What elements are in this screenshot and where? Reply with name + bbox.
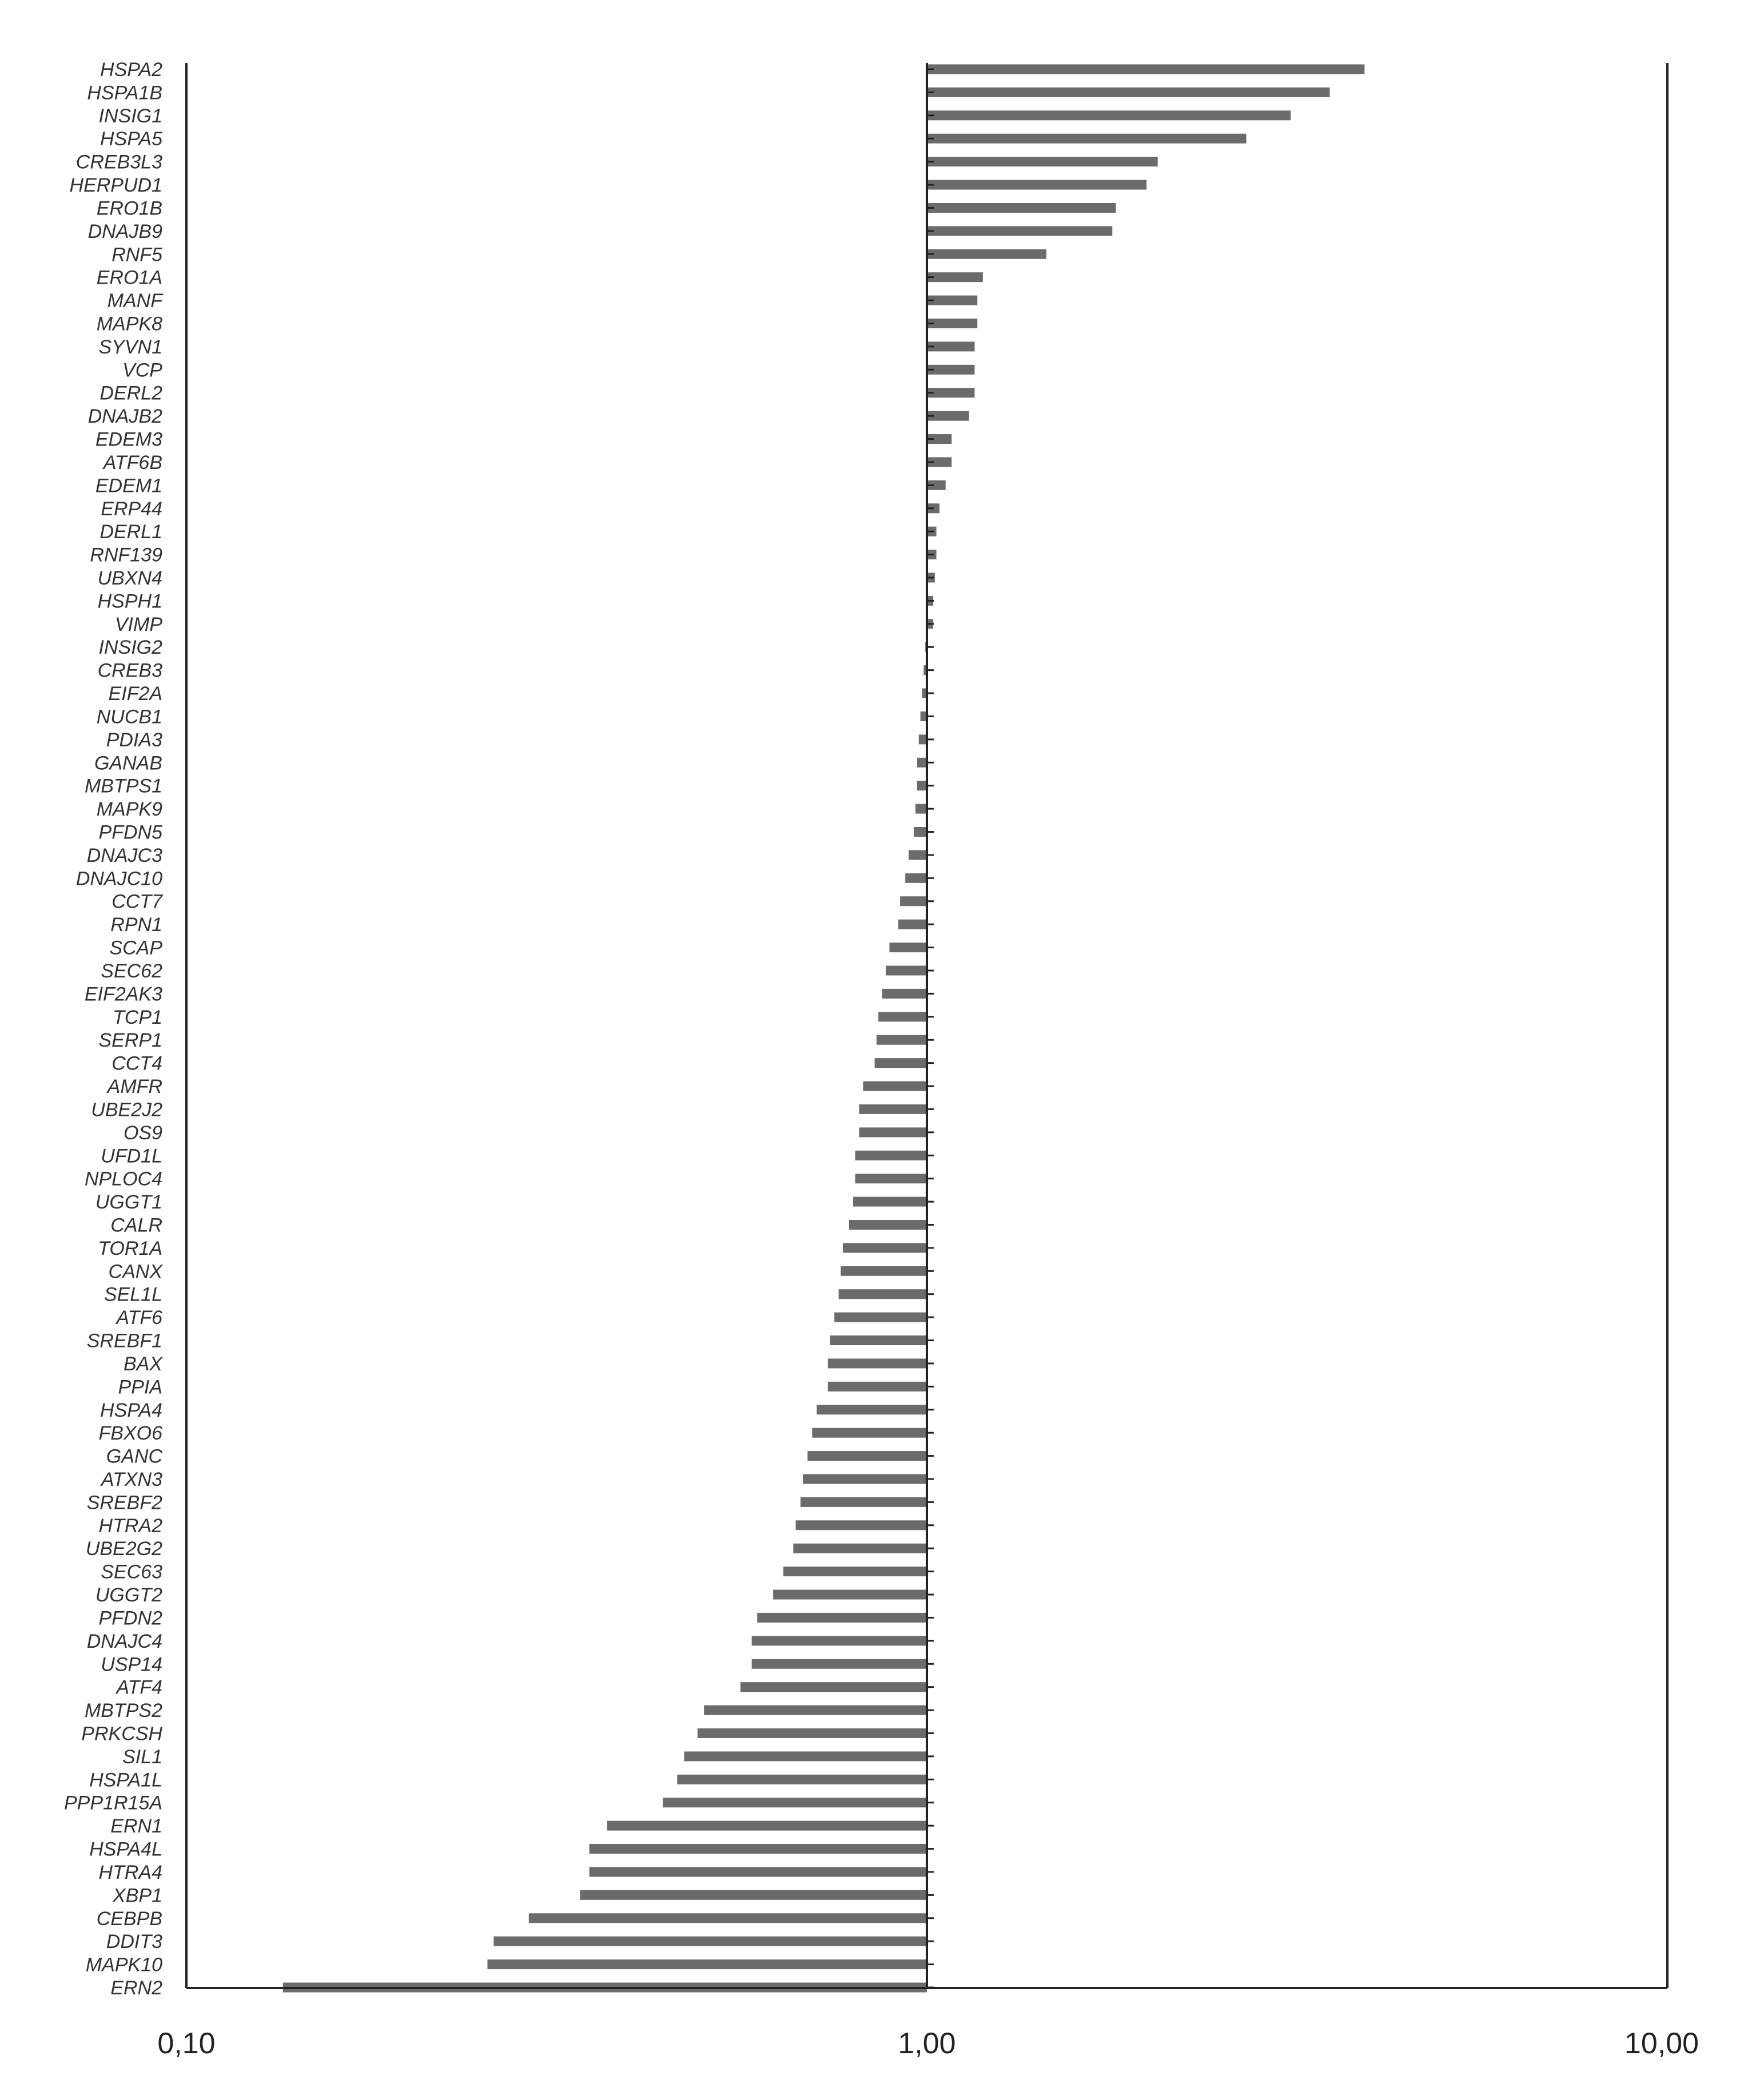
bar-ganc — [807, 1451, 927, 1461]
bar-hspa2 — [927, 65, 1364, 74]
bar-ppp1r15a — [663, 1798, 927, 1807]
category-label-cct4: CCT4 — [112, 1052, 162, 1075]
category-label-os9: OS9 — [123, 1122, 162, 1144]
bar-tor1a — [843, 1243, 927, 1253]
category-label-dnajc10: DNAJC10 — [75, 868, 162, 890]
category-label-tcp1: TCP1 — [113, 1006, 162, 1028]
category-label-hspa5: HSPA5 — [100, 128, 162, 150]
category-label-ero1a: ERO1A — [96, 267, 162, 289]
bar-calr — [849, 1220, 927, 1230]
bar-scap — [889, 943, 927, 952]
category-label-dnajc3: DNAJC3 — [86, 844, 162, 866]
category-label-ddit3: DDIT3 — [106, 1931, 162, 1953]
bar-herpud1 — [927, 180, 1146, 190]
bar-pfdn5 — [914, 827, 927, 837]
bar-atf4 — [740, 1682, 927, 1692]
category-label-edem1: EDEM1 — [95, 475, 162, 497]
category-label-hspa4: HSPA4 — [100, 1399, 162, 1421]
category-label-ganc: GANC — [106, 1445, 162, 1468]
category-labels — [64, 59, 164, 1999]
category-label-dnajb9: DNAJB9 — [87, 220, 162, 243]
category-label-insig2: INSIG2 — [98, 637, 162, 659]
bar-eif2ak3 — [882, 989, 927, 999]
category-label-hspa4l: HSPA4L — [89, 1838, 162, 1861]
category-label-srebf1: SREBF1 — [86, 1330, 162, 1352]
bar-atxn3 — [803, 1474, 927, 1484]
category-label-rnf5: RNF5 — [112, 244, 162, 266]
x-tick-label: 1,00 — [898, 2027, 956, 2060]
category-label-derl1: DERL1 — [99, 521, 162, 543]
category-label-atxn3: ATXN3 — [101, 1468, 162, 1490]
category-label-uggt1: UGGT1 — [95, 1191, 162, 1214]
bar-usp14 — [752, 1659, 927, 1669]
category-label-ubxn4: UBXN4 — [97, 567, 162, 590]
bar-pdia3 — [919, 734, 927, 744]
bar-sil1 — [684, 1751, 927, 1761]
category-label-sec62: SEC62 — [101, 960, 162, 982]
bar-hspa1b — [927, 88, 1330, 97]
category-label-mapk8: MAPK8 — [96, 313, 162, 335]
category-label-nucb1: NUCB1 — [96, 706, 162, 728]
bar-uggt2 — [773, 1590, 927, 1600]
bar-cebpb — [529, 1913, 927, 1923]
bar-rpn1 — [898, 920, 927, 929]
bar-dnajc4 — [752, 1636, 927, 1645]
bar-ddit3 — [493, 1937, 927, 1946]
category-label-hspa1b: HSPA1B — [87, 82, 162, 104]
bar-nploc4 — [855, 1174, 927, 1183]
category-label-ube2j2: UBE2J2 — [91, 1099, 162, 1121]
category-label-vcp: VCP — [122, 359, 162, 381]
category-label-herpud1: HERPUD1 — [69, 174, 162, 197]
bar-mapk9 — [915, 804, 927, 814]
category-label-eif2ak3: EIF2AK3 — [84, 983, 162, 1005]
category-label-eif2a: EIF2A — [108, 683, 162, 705]
category-label-dnajb2: DNAJB2 — [87, 406, 162, 428]
category-label-dnajc4: DNAJC4 — [86, 1630, 162, 1652]
category-label-ppp1r15a: PPP1R15A — [64, 1792, 162, 1814]
bar-hspa4 — [817, 1405, 927, 1414]
category-label-serp1: SERP1 — [98, 1029, 162, 1052]
category-label-vimp: VIMP — [114, 613, 162, 635]
bar-hspa1l — [677, 1775, 927, 1784]
bar-pfdn2 — [757, 1613, 927, 1623]
category-label-fbxo6: FBXO6 — [98, 1422, 162, 1445]
category-label-sec63: SEC63 — [101, 1561, 162, 1583]
bar-ufd1l — [855, 1151, 927, 1160]
bar-htra2 — [796, 1520, 927, 1530]
bar-rnf5 — [927, 249, 1046, 259]
category-label-pfdn2: PFDN2 — [98, 1607, 162, 1629]
category-label-ganab: GANAB — [94, 752, 162, 774]
category-label-rpn1: RPN1 — [110, 914, 162, 936]
bar-mapk8 — [927, 319, 977, 328]
bar-dnajc3 — [909, 850, 927, 860]
category-label-mbtps2: MBTPS2 — [84, 1700, 162, 1722]
category-label-sel1l: SEL1L — [103, 1283, 162, 1306]
category-label-atf4: ATF4 — [116, 1676, 162, 1699]
category-label-atf6: ATF6 — [116, 1307, 162, 1329]
bar-atf6 — [834, 1313, 927, 1322]
bar-uggt1 — [853, 1197, 927, 1207]
category-label-derl2: DERL2 — [99, 382, 162, 404]
category-label-manf: MANF — [107, 290, 162, 312]
category-label-syvn1: SYVN1 — [98, 336, 162, 358]
category-label-hspa1l: HSPA1L — [89, 1769, 162, 1791]
category-label-amfr: AMFR — [107, 1076, 162, 1098]
category-label-uggt2: UGGT2 — [95, 1584, 162, 1607]
bar-ero1a — [927, 272, 983, 282]
bar-canx — [841, 1266, 927, 1276]
bar-ganab — [917, 758, 927, 768]
bar-ube2j2 — [859, 1104, 927, 1114]
category-label-edem3: EDEM3 — [95, 428, 162, 451]
category-label-ufd1l: UFD1L — [101, 1145, 162, 1167]
category-label-calr: CALR — [110, 1214, 162, 1237]
bar-cct4 — [875, 1058, 927, 1068]
category-label-htra4: HTRA4 — [98, 1861, 162, 1883]
category-label-ern1: ERN1 — [110, 1815, 162, 1838]
category-label-usp14: USP14 — [101, 1653, 162, 1676]
axes-layer — [186, 63, 1667, 1988]
bar-xbp1 — [580, 1890, 927, 1900]
bar-srebf2 — [801, 1497, 927, 1507]
bar-ube2g2 — [793, 1544, 927, 1553]
x-tick-label: 0,10 — [157, 2027, 216, 2060]
bar-creb3l3 — [927, 157, 1158, 166]
category-label-nploc4: NPLOC4 — [84, 1168, 162, 1190]
bar-ero1b — [927, 203, 1116, 213]
category-label-rnf139: RNF139 — [90, 544, 162, 566]
bar-sec63 — [783, 1567, 927, 1576]
category-label-ube2g2: UBE2G2 — [85, 1538, 162, 1560]
bar-htra4 — [590, 1867, 927, 1877]
category-label-bax: BAX — [123, 1353, 162, 1375]
category-label-erp44: ERP44 — [101, 498, 162, 520]
category-label-tor1a: TOR1A — [98, 1237, 162, 1259]
bar-mbtps1 — [917, 781, 927, 790]
bar-dnajb9 — [927, 226, 1112, 236]
category-label-prkcsh: PRKCSH — [81, 1723, 162, 1745]
bar-ppia — [828, 1382, 927, 1392]
category-label-hsph1: HSPH1 — [97, 590, 162, 613]
bar-manf — [927, 296, 977, 305]
x-tick-label: 10,00 — [1624, 2027, 1699, 2060]
bar-amfr — [863, 1082, 927, 1091]
bar-hspa5 — [927, 134, 1247, 144]
category-label-canx: CANX — [108, 1261, 162, 1283]
bar-srebf1 — [830, 1335, 927, 1345]
x-tick-labels — [157, 2027, 1699, 2060]
bars-layer — [283, 65, 1365, 1993]
category-label-ppia: PPIA — [118, 1376, 162, 1398]
category-label-htra2: HTRA2 — [98, 1514, 162, 1537]
bar-fbxo6 — [812, 1428, 927, 1438]
category-label-hspa2: HSPA2 — [100, 59, 162, 81]
category-label-sil1: SIL1 — [122, 1746, 162, 1768]
category-label-atf6b: ATF6B — [103, 451, 162, 474]
category-label-srebf2: SREBF2 — [86, 1492, 162, 1514]
bar-prkcsh — [698, 1728, 927, 1738]
category-label-scap: SCAP — [109, 937, 162, 959]
bar-mbtps2 — [704, 1706, 927, 1715]
bar-sec62 — [886, 965, 927, 975]
bar-derl2 — [927, 388, 974, 397]
bar-os9 — [859, 1127, 927, 1137]
category-label-mapk10: MAPK10 — [85, 1954, 162, 1976]
bar-bax — [828, 1358, 927, 1368]
category-label-ero1b: ERO1B — [96, 197, 162, 220]
bar-vcp — [927, 365, 974, 375]
category-label-cebpb: CEBPB — [96, 1907, 162, 1930]
category-label-ern2: ERN2 — [110, 1977, 162, 1999]
category-label-mapk9: MAPK9 — [96, 798, 162, 821]
category-label-pfdn5: PFDN5 — [98, 821, 162, 844]
category-label-insig1: INSIG1 — [98, 105, 162, 127]
bar-cct7 — [900, 896, 927, 906]
bar-tcp1 — [878, 1012, 927, 1021]
category-label-pdia3: PDIA3 — [106, 729, 162, 751]
bar-syvn1 — [927, 341, 974, 351]
bar-mapk10 — [487, 1959, 927, 1969]
bar-insig1 — [927, 110, 1291, 120]
bar-serp1 — [877, 1035, 927, 1045]
category-label-cct7: CCT7 — [112, 891, 162, 913]
bar-ern1 — [607, 1821, 927, 1831]
category-label-xbp1: XBP1 — [113, 1885, 162, 1907]
category-label-creb3l3: CREB3L3 — [75, 151, 162, 173]
bar-dnajc10 — [905, 873, 927, 883]
bar-hspa4l — [590, 1844, 927, 1854]
category-label-creb3: CREB3 — [97, 659, 162, 682]
bar-sel1l — [839, 1289, 927, 1299]
category-label-mbtps1: MBTPS1 — [84, 775, 162, 797]
